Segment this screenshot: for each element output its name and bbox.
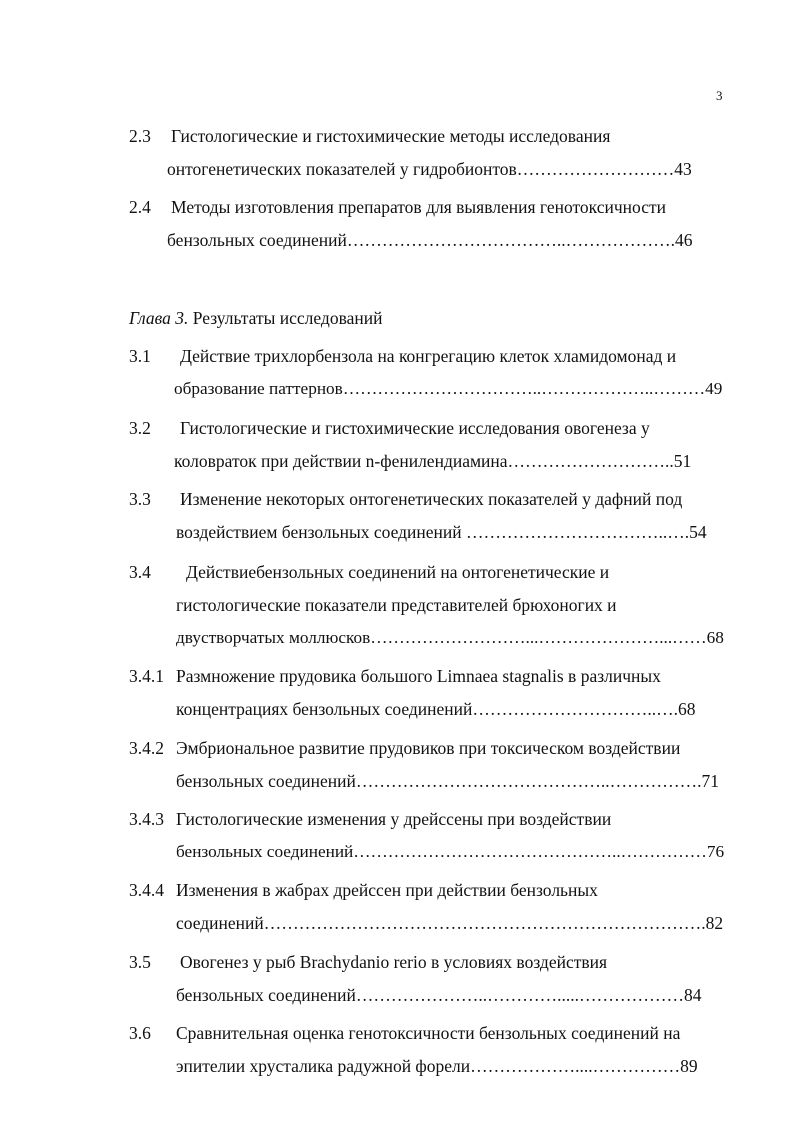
toc-entry-title: Размножение прудовика большого Limnaea stagnalis в различных [176,666,661,686]
toc-entry-title: Методы изготовления препаратов для выявления генотоксичности [171,197,666,217]
chapter-heading [129,307,382,329]
toc-entry-continuation: образование паттернов……………………………..………………..………49 [174,379,723,398]
toc-entry-number: 3.6 [129,1023,151,1043]
toc-entry-3-3 [129,488,729,548]
toc-entry-continuation: гистологические показатели представителей брюхоногих и [176,595,617,615]
chapter-title: Результаты исследований [192,308,383,328]
toc-entry-continuation: концентрациях бензольных соединений…………………………..….68 [176,699,696,719]
toc-entry-number: 3.4.2 [129,738,164,758]
toc-entry-continuation: бензольных соединений………………………………..……………….46 [167,230,693,250]
toc-entry-number: 3.5 [129,952,151,972]
toc-entry-number: 3.2 [129,418,151,438]
toc-entry-3-4-1 [129,665,729,725]
toc-entry-continuation: бензольных соединений………………………………………..……………76 [176,842,725,861]
toc-entry-continuation: бензольных соединений……………………………………..…………….71 [176,771,719,791]
toc-entry-3-1 [129,345,729,405]
toc-entry-title: Гистологические изменения у дрейссены при воздействии [176,809,612,829]
toc-entry-continuation: бензольных соединений…………………..………….....………………84 [176,985,702,1005]
toc-entry-continuation: онтогенетических показателей у гидробионтов………………………43 [167,159,692,179]
toc-entry-number: 2.3 [129,126,151,146]
toc-entry-title: Овогенез у рыб Brachydanio rerio в условиях воздействия [180,952,608,972]
toc-entry-number: 3.3 [129,489,151,509]
toc-entry-2-4 [129,196,729,256]
page-number: 3 [716,88,723,103]
toc-entry-number: 3.4.1 [129,666,164,686]
toc-entry-continuation: воздействием бензольных соединений ……………………………..….54 [176,522,707,542]
toc-entry-title: Действие трихлорбензола на конгрегацию клеток хламидомонад и [180,346,677,366]
toc-entry-title: Сравнительная оценка генотоксичности бензольных соединений на [176,1023,681,1043]
toc-entry-3-2 [129,417,729,477]
toc-entry-3-4-3 [129,808,729,868]
toc-entry-3-4-4 [129,879,729,939]
toc-entry-number: 3.4 [129,562,151,582]
toc-entry-3-5 [129,951,729,1011]
toc-entry-title: Гистологические и гистохимические исследования овогенеза у [180,418,650,438]
toc-entry-title: Изменение некоторых онтогенетических показателей у дафний под [180,489,683,509]
toc-entry-continuation: эпителии хрусталика радужной форели………………....……………89 [176,1056,698,1076]
toc-entry-title: Эмбриональное развитие прудовиков при токсическом воздействии [176,738,681,758]
toc-entry-number: 3.1 [129,346,151,366]
toc-entry-title: Изменения в жабрах дрейссен при действии бензольных [176,880,598,900]
chapter-label: Глава 3. [129,308,189,328]
toc-entry-number: 3.4.4 [129,880,164,900]
toc-entry-continuation: соединений………………………………………………………………….82 [176,913,724,933]
toc-entry-title: Действиебензольных соединений на онтогенетические и [186,562,610,582]
toc-entry-title: Гистологические и гистохимические методы исследования [171,126,611,146]
toc-entry-3-6 [129,1022,729,1082]
toc-entry-3-4 [129,561,729,651]
toc-entry-continuation: двустворчатых моллюсков………………………...…………………...……68 [176,628,724,647]
toc-entry-number: 3.4.3 [129,809,164,829]
toc-entry-2-3 [129,125,729,185]
toc-entry-number: 2.4 [129,197,151,217]
toc-entry-3-4-2 [129,737,729,797]
toc-entry-continuation: коловраток при действии n-фенилендиамина………………………..51 [174,451,692,471]
